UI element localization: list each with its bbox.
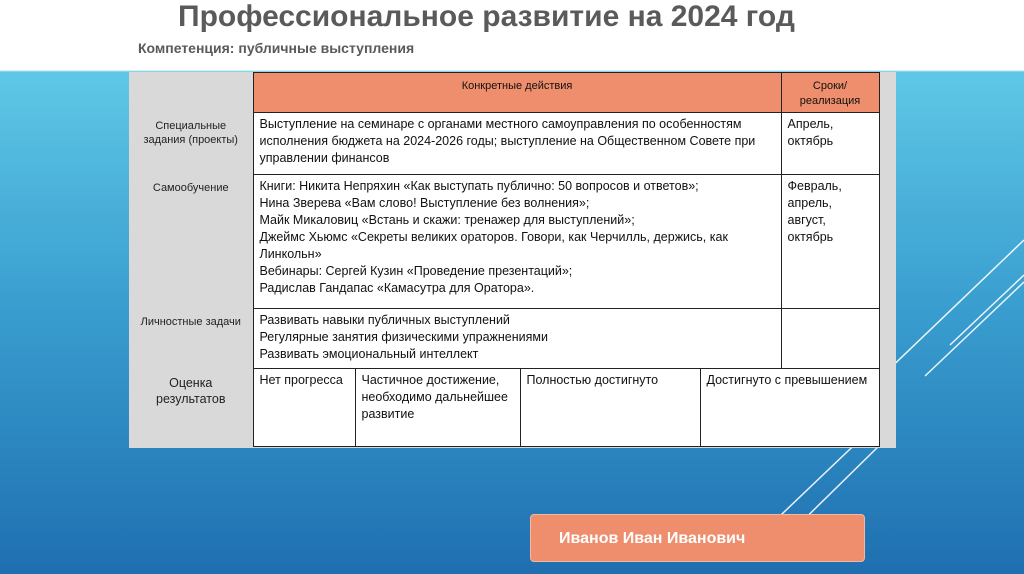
assessment-level-none: Нет прогресса [253, 369, 355, 447]
table-row-selfstudy [129, 175, 879, 309]
selfstudy-line: Майк Микаловиц «Встань и скажи: тренажер для выступлений»; [259, 213, 635, 227]
personal-line: Развивать эмоциональный интеллект [259, 347, 479, 361]
row-terms-selfstudy: Февраль, апрель, август, октябрь [781, 175, 879, 309]
row-action-projects: Выступление на семинаре с органами местного самоуправления по особенностям исполнения бюджета на 2024-2026 годы; выступление на Общественном Совете при управлении финансов [253, 113, 781, 175]
deco-line-2 [925, 282, 1024, 376]
assessment-level-full: Полностью достигнуто [520, 369, 700, 447]
page-subtitle: Компетенция: публичные выступления [138, 40, 415, 56]
table-row-personal [129, 309, 879, 369]
deco-line-3 [950, 275, 1024, 345]
row-action-selfstudy [253, 175, 781, 309]
header-terms: Сроки/ реализация [781, 73, 879, 113]
selfstudy-line: Нина Зверева «Вам слово! Выступление без волнения»; [259, 196, 590, 210]
selfstudy-line: Вебинары: Сергей Кузин «Проведение презентаций»; [259, 264, 573, 278]
row-action-personal [253, 309, 781, 369]
personal-line: Регулярные занятия физическими упражнениями [259, 330, 548, 344]
personal-line: Развивать навыки публичных выступлений [259, 313, 510, 327]
assessment-level-exceeded: Достигнуто с превышением [700, 369, 879, 447]
table-row-projects [129, 113, 879, 175]
selfstudy-line: Джеймс Хьюмс «Секреты великих ораторов. Говори, как Черчилль, держись, как Линкольн» [259, 230, 728, 261]
row-terms-projects: Апрель, октябрь [781, 113, 879, 175]
selfstudy-line: Радислав Гандапас «Камасутра для Оратора». [259, 281, 535, 295]
author-name: Иванов Иван Иванович [559, 530, 746, 547]
row-label-selfstudy: Самообучение [129, 175, 253, 309]
page-title: Профессиональное развитие на 2024 год [178, 0, 795, 33]
header-actions: Конкретные действия [253, 73, 781, 113]
author-name-box [530, 514, 865, 562]
row-terms-personal [781, 309, 879, 369]
development-plan-table [129, 72, 880, 447]
table-header-row [129, 73, 879, 113]
header-blank [129, 73, 253, 113]
table-row-assessment [129, 369, 879, 447]
row-label-personal: Личностные задачи [129, 309, 253, 369]
assessment-level-partial: Частичное достижение, необходимо дальнейшее развитие [355, 369, 520, 447]
selfstudy-line: Книги: Никита Непряхин «Как выступать публично: 50 вопросов и ответов»; [259, 179, 699, 193]
deco-line-1 [882, 240, 1024, 376]
row-label-assessment: Оценка результатов [129, 369, 253, 447]
row-label-projects: Специальные задания (проекты) [129, 113, 253, 175]
